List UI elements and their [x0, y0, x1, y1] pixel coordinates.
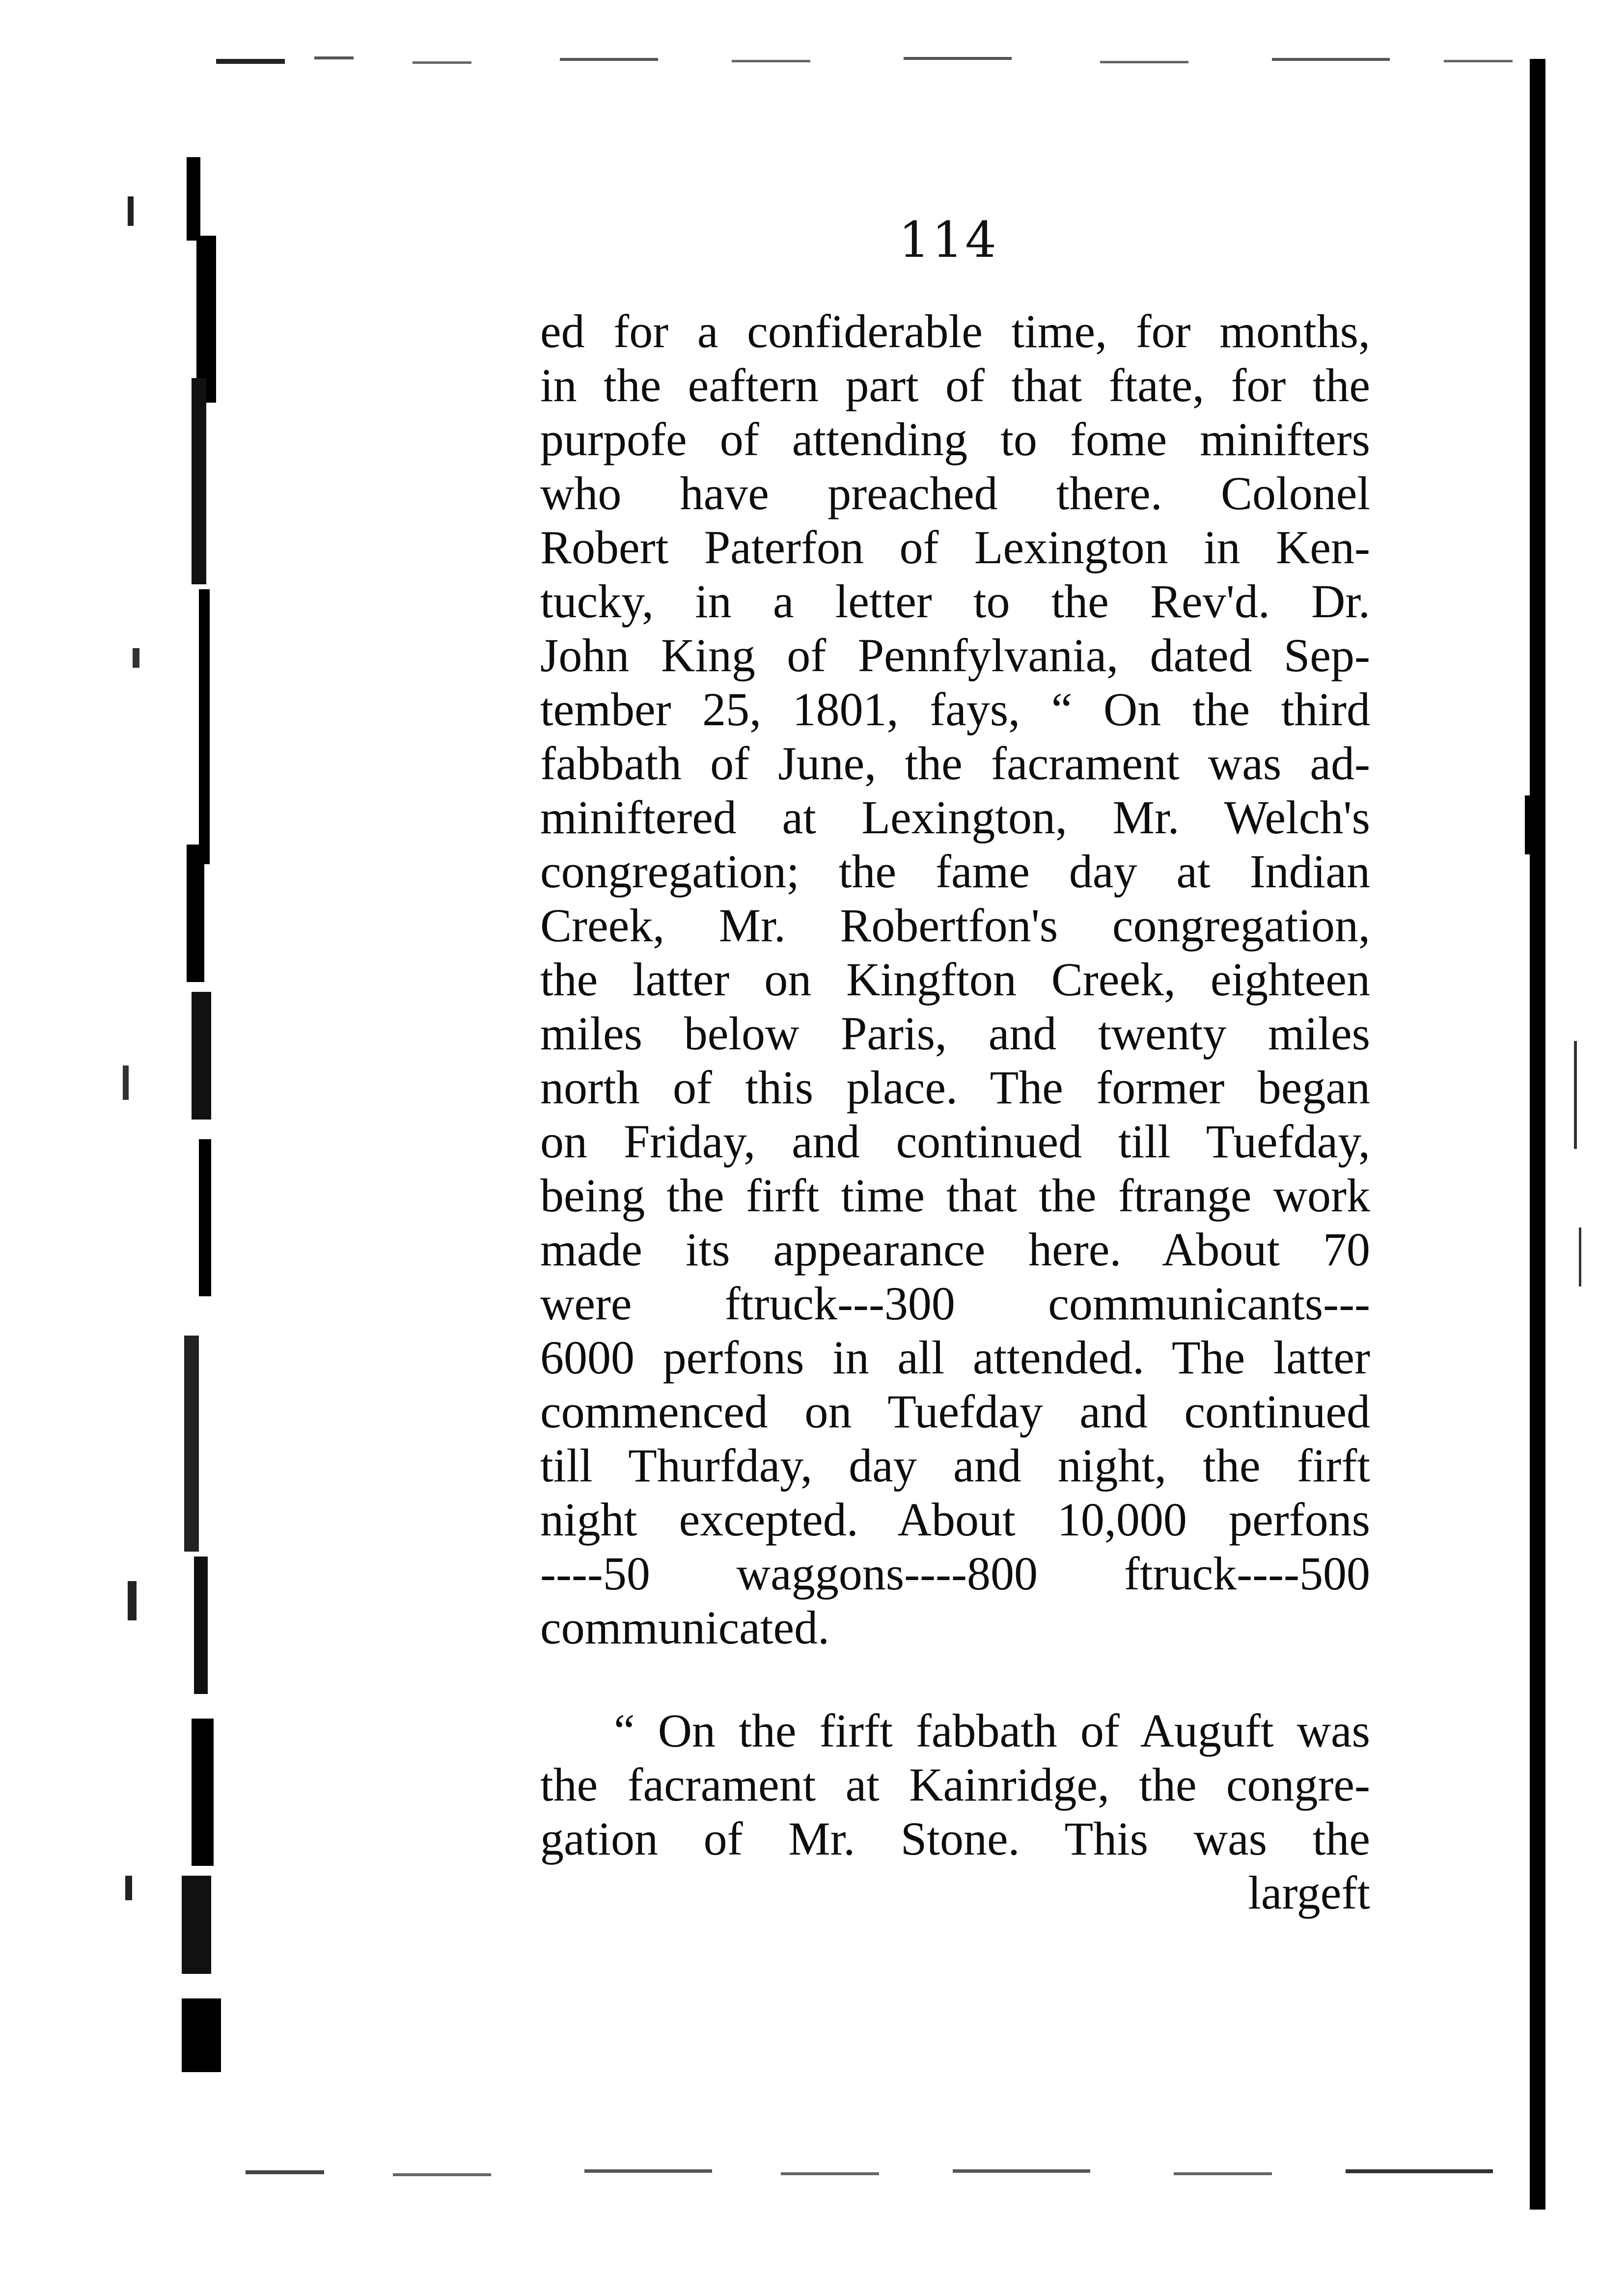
- text-line: ed for a confiderable time, for months,: [540, 305, 1370, 357]
- page-number: 114: [899, 211, 998, 269]
- text-line: north of this place. The former began: [540, 1061, 1370, 1114]
- text-line: commenced on Tuefday and continued: [540, 1385, 1370, 1438]
- text-line: ----50 waggons----800 ftruck----500: [540, 1547, 1370, 1600]
- text-line: night excepted. About 10,000 perfons: [540, 1493, 1370, 1546]
- text-line: on Friday, and continued till Tuefday,: [540, 1115, 1370, 1168]
- text-line: miniftered at Lexington, Mr. Welch's: [540, 791, 1370, 844]
- text-line: congregation; the fame day at Indian: [540, 845, 1370, 898]
- text-line: tember 25, 1801, fays, “ On the third: [540, 683, 1370, 736]
- text-line: Creek, Mr. Robertfon's congregation,: [540, 899, 1370, 952]
- text-line: communicated.: [540, 1601, 830, 1654]
- text-line: in the eaftern part of that ftate, for the: [540, 359, 1370, 411]
- text-line: purpofe of attending to fome minifters: [540, 413, 1370, 465]
- text-line: miles below Paris, and twenty miles: [540, 1007, 1370, 1060]
- text-line: tucky, in a letter to the Rev'd. Dr.: [540, 575, 1370, 628]
- text-line: made its appearance here. About 70: [540, 1223, 1370, 1276]
- paragraph-gap: [540, 1655, 1370, 1704]
- right-scan-edge: [1525, 59, 1599, 2219]
- text-line: 6000 perfons in all attended. The latter: [540, 1331, 1370, 1384]
- left-scan-edge: [113, 59, 226, 2185]
- text-line: John King of Pennfylvania, dated Sep-: [540, 629, 1370, 682]
- paragraph: [540, 304, 1370, 1655]
- top-scan-noise: [216, 49, 1542, 79]
- bottom-scan-noise: [216, 2160, 1542, 2190]
- text-line: being the firft time that the ftrange work: [540, 1169, 1370, 1222]
- text-line: who have preached there. Colonel: [540, 467, 1370, 519]
- paragraph: [540, 1704, 1370, 1866]
- text-line: till Thurfday, day and night, the firft: [540, 1439, 1370, 1492]
- text-line: Robert Paterfon of Lexington in Ken-: [540, 521, 1370, 574]
- text-line: the facrament at Kainridge, the congre-: [540, 1758, 1370, 1811]
- text-line: “ On the firft fabbath of Auguft was: [614, 1704, 1370, 1757]
- catchword: largeft: [1248, 1866, 1370, 1919]
- text-line: the latter on Kingfton Creek, eighteen: [540, 953, 1370, 1006]
- body-text: [540, 304, 1370, 1920]
- text-line: were ftruck---300 communicants---: [540, 1277, 1370, 1330]
- text-line: fabbath of June, the facrament was ad-: [540, 737, 1370, 790]
- text-line: gation of Mr. Stone. This was the: [540, 1812, 1370, 1865]
